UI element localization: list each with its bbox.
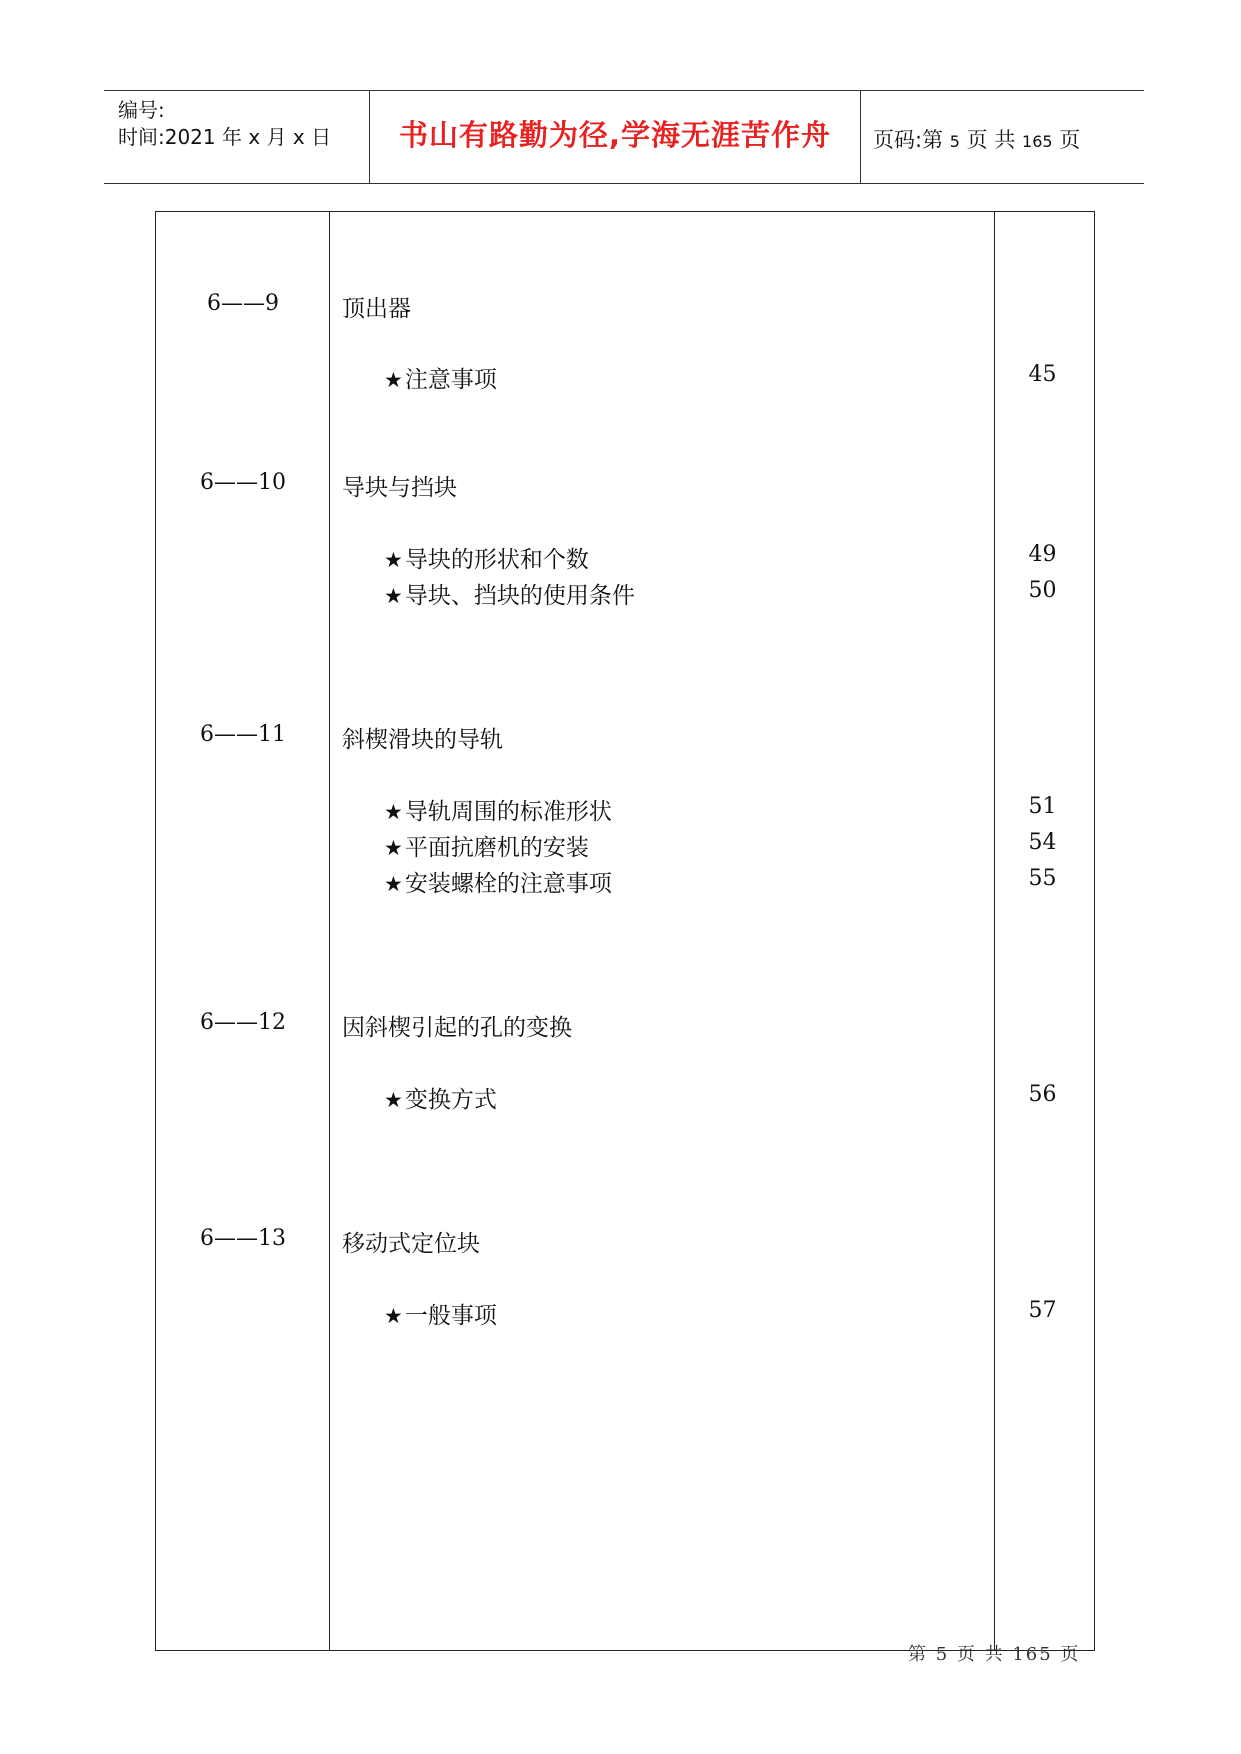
- star-icon: ★: [384, 368, 403, 392]
- section-number: 6——13: [200, 1226, 286, 1251]
- toc-entry-page: 57: [1028, 1298, 1057, 1323]
- star-icon: ★: [384, 1304, 403, 1328]
- toc-entry-page: 55: [1028, 866, 1057, 891]
- header-top-rule: [104, 90, 1144, 91]
- toc-entry-text: 变换方式: [404, 1087, 497, 1113]
- section-title: 斜楔滑块的导轨: [342, 727, 503, 753]
- toc-entry[interactable]: [384, 829, 589, 862]
- toc-entry[interactable]: [384, 1081, 497, 1114]
- toc-column-divider-page: [994, 211, 995, 1651]
- toc-entry-text: 导块、挡块的使用条件: [404, 583, 635, 609]
- pager-current: 5: [949, 132, 960, 151]
- header-bottom-rule: [104, 183, 1144, 184]
- section-title: 顶出器: [342, 296, 411, 322]
- pager-suffix: 页: [1059, 128, 1081, 152]
- pager-mid: 页 共: [966, 128, 1016, 152]
- serial-label: 编号:: [118, 98, 165, 122]
- section-title: 移动式定位块: [342, 1231, 480, 1257]
- star-icon: ★: [384, 836, 403, 860]
- toc-entry[interactable]: [384, 577, 635, 610]
- pager-total: 165: [1022, 132, 1053, 151]
- toc-entry-page: 51: [1028, 794, 1057, 819]
- section-number: 6——11: [200, 722, 286, 747]
- toc-entry-page: 50: [1028, 578, 1057, 603]
- toc-entry[interactable]: [384, 1297, 497, 1330]
- toc-entry-page: 45: [1028, 362, 1057, 387]
- header-page-indicator: [873, 124, 1080, 154]
- toc-entry-text: 导轨周围的标准形状: [404, 799, 612, 825]
- star-icon: ★: [384, 584, 403, 608]
- section-title: 因斜楔引起的孔的变换: [342, 1015, 572, 1041]
- toc-entry-text: 注意事项: [404, 367, 497, 393]
- header-divider-right: [860, 90, 861, 183]
- toc-column-divider-number: [329, 211, 330, 1651]
- toc-entry-text: 安装螺栓的注意事项: [404, 871, 612, 897]
- toc-entry-text: 一般事项: [404, 1303, 497, 1329]
- toc-entry-text: 导块的形状和个数: [404, 547, 589, 573]
- header-motto: 书山有路勤为径,学海无涯苦作舟: [398, 118, 832, 152]
- section-title: 导块与挡块: [342, 475, 457, 501]
- toc-entry[interactable]: [384, 865, 612, 898]
- toc-entry[interactable]: [384, 793, 612, 826]
- section-number: 6——12: [200, 1010, 286, 1035]
- section-number: 6——10: [200, 470, 286, 495]
- toc-entry[interactable]: [384, 361, 497, 394]
- star-icon: ★: [384, 800, 403, 824]
- toc-table: [155, 211, 1095, 1651]
- star-icon: ★: [384, 1088, 403, 1112]
- time-label: 时间:2021 年 x 月 x 日: [118, 125, 332, 149]
- star-icon: ★: [384, 548, 403, 572]
- footer-page-number: 第 5 页 共 165 页: [908, 1644, 1081, 1665]
- toc-entry[interactable]: [384, 541, 589, 574]
- toc-entry-page: 56: [1028, 1082, 1057, 1107]
- star-icon: ★: [384, 872, 403, 896]
- toc-entry-page: 54: [1028, 830, 1057, 855]
- pager-prefix: 页码:第: [873, 128, 944, 152]
- toc-entry-text: 平面抗磨机的安装: [404, 835, 589, 861]
- toc-entry-page: 49: [1028, 542, 1057, 567]
- section-number: 6——9: [207, 291, 279, 316]
